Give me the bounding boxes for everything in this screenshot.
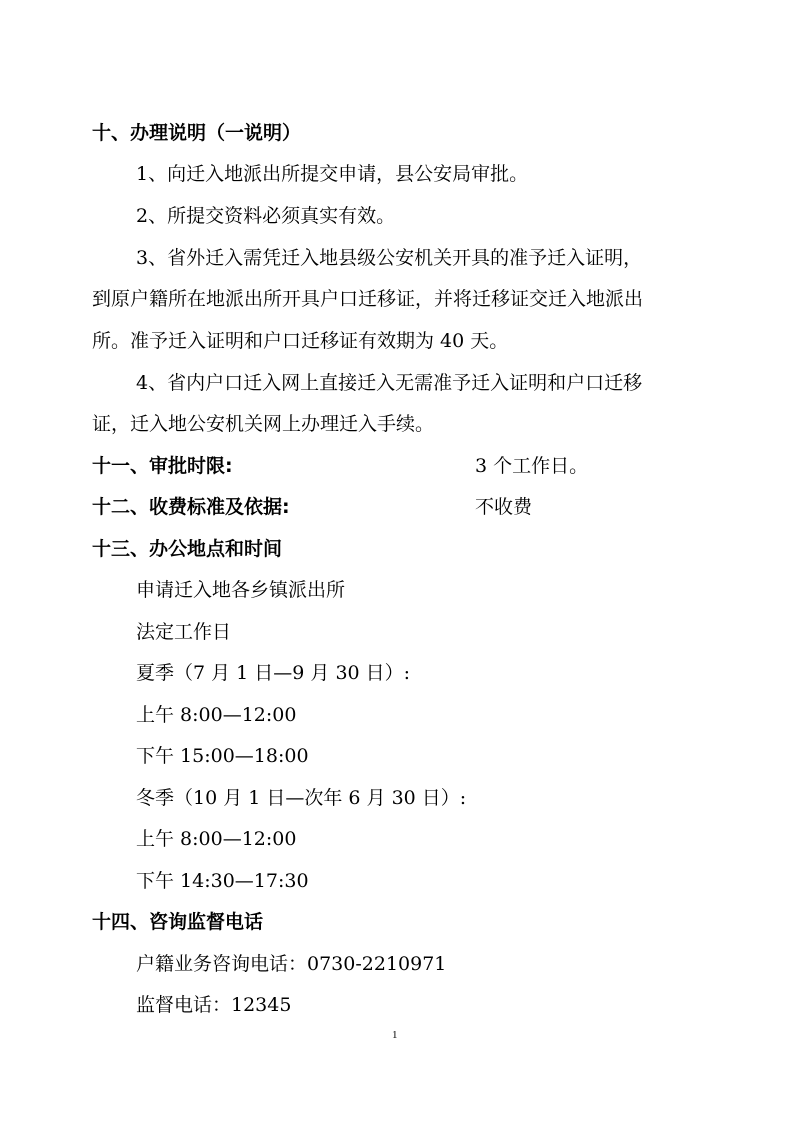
section-12-row bbox=[92, 495, 533, 519]
page-number: 1 bbox=[392, 1029, 398, 1041]
section-11-row bbox=[92, 454, 589, 478]
winter-season: 冬季（10 月 1 日—次年 6 月 30 日）: bbox=[136, 787, 467, 809]
summer-afternoon-hours: 下午 15:00—18:00 bbox=[136, 745, 309, 767]
office-location: 申请迁入地各乡镇派出所 bbox=[136, 579, 346, 601]
summer-morning-hours: 上午 8:00—12:00 bbox=[136, 704, 297, 726]
section-10-item-2: 2、所提交资料必须真实有效。 bbox=[136, 205, 396, 227]
section-10-item-4-line-2: 证，迁入地公安机关网上办理迁入手续。 bbox=[92, 413, 435, 435]
section-10-heading: 十、办理说明（一说明） bbox=[92, 122, 302, 144]
winter-morning-hours: 上午 8:00—12:00 bbox=[136, 828, 297, 850]
section-10-item-3-line-1: 3、省外迁入需凭迁入地县级公安机关开具的准予迁入证明， bbox=[136, 247, 643, 269]
section-14-heading: 十四、咨询监督电话 bbox=[92, 911, 264, 933]
section-10-item-3-line-2: 到原户籍所在地派出所开具户口迁移证，并将迁移证交迁入地派出 bbox=[92, 288, 644, 310]
section-10-item-4-line-1: 4、省内户口迁入网上直接迁入无需准予迁入证明和户口迁移 bbox=[136, 372, 643, 394]
supervise-phone: 监督电话：12345 bbox=[136, 994, 292, 1016]
summer-season: 夏季（7 月 1 日—9 月 30 日）: bbox=[136, 662, 411, 684]
winter-afternoon-hours: 下午 14:30—17:30 bbox=[136, 870, 309, 892]
section-11-value: 3 个工作日。 bbox=[475, 455, 589, 477]
section-12-label: 十二、收费标准及依据: bbox=[92, 496, 290, 518]
section-13-heading: 十三、办公地点和时间 bbox=[92, 538, 283, 560]
office-workdays: 法定工作日 bbox=[136, 621, 232, 643]
section-10-item-3-line-3: 所。准予迁入证明和户口迁移证有效期为 40 天。 bbox=[92, 330, 509, 352]
section-12-value: 不收费 bbox=[475, 496, 533, 518]
section-10-item-1: 1、向迁入地派出所提交申请，县公安局审批。 bbox=[136, 163, 529, 185]
consult-phone: 户籍业务咨询电话：0730-2210971 bbox=[136, 953, 447, 975]
section-11-label: 十一、审批时限: bbox=[92, 455, 233, 477]
